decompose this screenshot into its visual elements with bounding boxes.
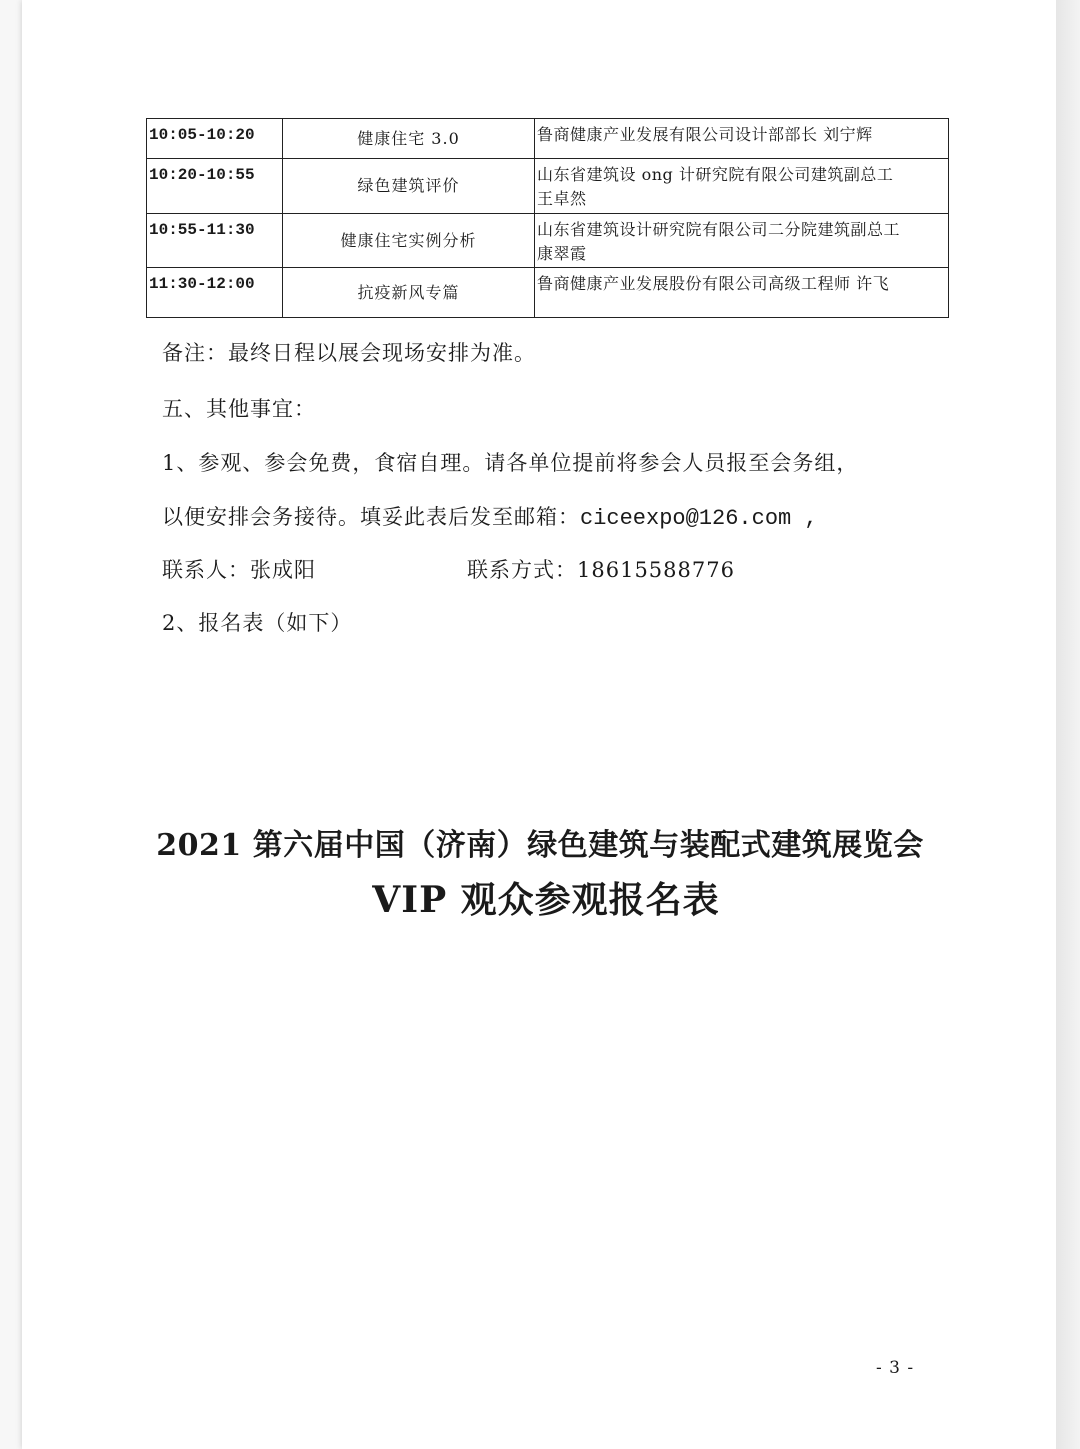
remark-text: 备注：最终日程以展会现场安排为准。 [162,341,536,365]
topic-cell: 绿色建筑评价 [283,159,535,214]
speaker-line: 康翠霞 [537,244,587,263]
speaker-line: 鲁商健康产业发展有限公司设计部部长 刘宁辉 [537,125,873,144]
page-edge-shadow [1056,0,1080,1449]
time-cell: 10:20-10:55 [147,159,283,214]
section-heading: 五、其他事宜： [162,397,316,421]
speaker-cell [535,214,949,268]
topic-cell: 健康住宅实例分析 [283,214,535,268]
form-title: 2021 第六届中国（济南）绿色建筑与装配式建筑展览会 [156,828,924,863]
topic-cell: 健康住宅 3.0 [283,119,535,159]
item2-text: 2、报名表（如下） [162,611,353,635]
contact-person: 联系人：张成阳 [162,558,316,582]
topic-cell: 抗疫新风专篇 [283,268,535,318]
schedule-table [146,118,949,318]
speaker-cell [535,268,949,318]
time-cell: 11:30-12:00 [147,268,283,318]
form-subtitle: VIP 观众参观报名表 [372,879,720,921]
item1-prefix: 以便安排会务接待。填妥此表后发至邮箱： [162,505,580,529]
item1-continuation [162,502,818,534]
speaker-cell [535,159,949,214]
table-row [147,159,949,214]
time-cell: 10:55-11:30 [147,214,283,268]
speaker-line: 鲁商健康产业发展股份有限公司高级工程师 许飞 [537,274,890,293]
table-row [147,214,949,268]
speaker-line: 山东省建筑设计研究院有限公司二分院建筑副总工 [537,220,901,239]
item1-text: 1、参观、参会免费，食宿自理。请各单位提前将参会人员报至会务组， [162,451,859,475]
contact-method: 联系方式：18615588776 [467,558,735,582]
speaker-line: 王卓然 [537,189,587,208]
email-address: ciceexpo@126.com , [580,506,818,531]
speaker-cell [535,119,949,159]
speaker-line: 山东省建筑设 ong 计研究院有限公司建筑副总工 [537,165,894,184]
time-cell: 10:05-10:20 [147,119,283,159]
page-number: - 3 - [876,1358,915,1378]
table-row [147,268,949,318]
table-row [147,119,949,159]
